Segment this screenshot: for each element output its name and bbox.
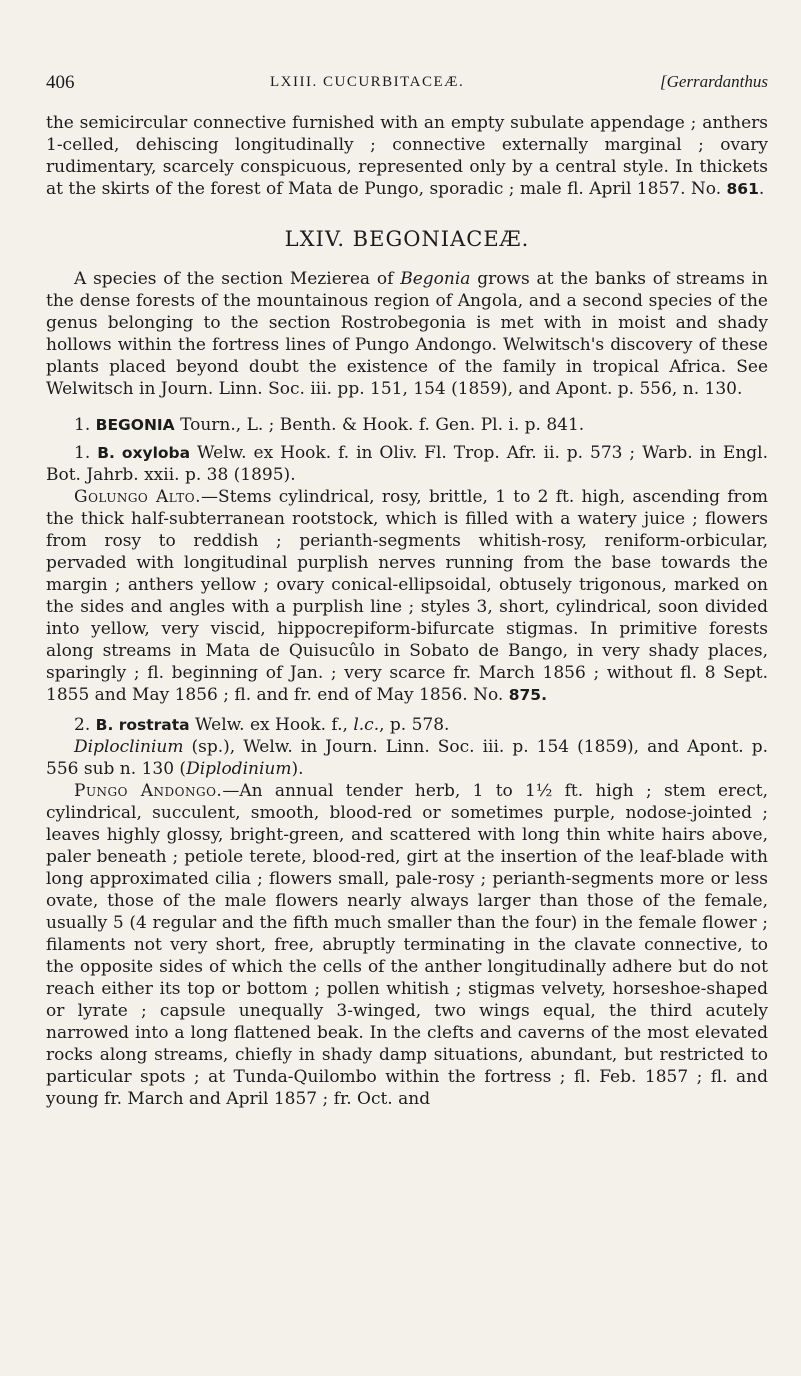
species-1-citation: Welw. ex Hook. f. in Oliv. Fl. Trop. Afr. ii. p. 573 ; Warb. in Engl. Bot. Jahrb. xxii. p. 38 (1895). (46, 443, 769, 485)
species-1-heading (46, 442, 768, 486)
species-1-name: B. oxyloba (97, 444, 191, 462)
running-title: LXIII. CUCURBITACEÆ. (270, 74, 465, 90)
family-genus: Begonia (400, 269, 471, 289)
genus-authority: Tourn., L. ; Benth. & Hook. f. Gen. Pl. i. p. 841. (174, 415, 585, 435)
species-2-citation-lc: l.c. (353, 715, 380, 735)
intro-text: the semicircular connective furnished with an empty subulate appendage ; anthers 1-celled, dehiscing longitudinally ; connective externally marginal ; ovary rudimentary, scarcely conspicuous, represented only by a central style. In thickets at the skirts of the forest of Mata de Pungo, sporadic ; male fl. April 1857. No. (46, 113, 768, 199)
species-2-citation-a: Welw. ex Hook. f., (189, 715, 354, 735)
genus-name: BEGONIA (95, 416, 175, 434)
species-2-synonym (46, 736, 768, 780)
family-text-a: A species of the section Mezierea of (74, 269, 401, 289)
species-2-synonym-genus: Diploclinium (74, 737, 184, 757)
species-1-text: —Stems cylindrical, rosy, brittle, 1 to 2 ft. high, ascending from the thick half-subterranean rootstock, which is filled with a watery juice ; flowers from rosy to reddish ; perianth-segments whitish-rosy, reniform-orbicular, pervaded with longitudinal purplish nerves running from the base towards the margin ; anthers yellow ; ovary conical-ellipsoidal, obtusely trigonous, marked on the sides and angles with a purplish line ; styles 3, short, cylindrical, soon divided into yellow, very viscid, hippocrepiform-bifurcate stigmas. In primitive forests along streams in Mata de Quisucûlo in Sobato de Bango, in very shady places, sparingly ; fl. beginning of Jan. ; very scarce fr. March 1856 ; without fl. 8 Sept. 1855 and May 1856 ; fl. and fr. end of May 1856. No. (46, 487, 768, 705)
species-2-synonym-text-a: (sp.), Welw. in Journ. Linn. Soc. iii. p. 154 (1859), and Apont. p. 556 sub n. 130 ( (46, 737, 768, 779)
running-header (46, 72, 768, 96)
species-2-citation-b: , p. 578. (379, 715, 450, 735)
species-2-description (46, 780, 768, 1110)
species-2-synonym-genus-2: Diplodinium (186, 759, 292, 779)
species-1-description (46, 486, 768, 706)
species-2-text: —An annual tender herb, 1 to 1½ ft. high ; stem erect, cylindrical, succulent, smooth, blood-red or sometimes purple, nodose-jointed ; leaves highly glossy, bright-green, and scattered with long thin white hairs above, paler beneath ; petiole terete, blood-red, girt at the insertion of the leaf-blade with long approximated cilia ; flowers small, pale-rosy ; perianth-segments more or less ovate, those of the male flowers nearly always larger than those of the female, usually 5 (4 regular and the fifth much smaller than the four) in the female flower ; filaments not very short, free, abruptly terminating in the clavate connective, to the opposite sides of which the cells of the anther longitudinally adhere but do not reach either its top or bottom ; pollen whitish ; stigmas velvety, horseshoe-shaped or lyrate ; capsule unequally 3-winged, two wings equal, the third acutely narrowed into a long flattened beak. In the clefts and caverns of the most elevated rocks along streams, chiefly in shady damp situations, abundant, but restricted to particular spots ; at Tunda-Quilombo within the fortress ; fl. Feb. 1857 ; fl. and young fr. March and April 1857 ; fr. Oct. and (46, 781, 768, 1109)
intro-paragraph: the semicircular connective furnished with an empty subulate appendage ; anthers 1-celled, dehiscing longitudinally ; connective externally marginal ; ovary rudimentary, scarcely conspicuous, represented only by a central style. In thickets at the skirts of the forest of Mata de Pungo, sporadic ; male fl. April 1857. No. 861. (46, 113, 768, 199)
genus-number: 1. (74, 415, 91, 435)
species-2-name: B. rostrata (95, 716, 190, 734)
species-1-collection-number: 875. (508, 686, 547, 704)
species-2-locality: Pungo Andongo. (74, 781, 223, 801)
page-number: 406 (46, 72, 75, 93)
species-1-locality: Golungo Alto. (74, 487, 202, 507)
species-2-number: 2. (74, 715, 91, 735)
page-content (46, 112, 768, 1118)
intro-number: 861 (726, 180, 759, 198)
species-2-heading (46, 714, 768, 736)
species-1-number: 1. (74, 443, 91, 463)
family-paragraph (46, 268, 768, 400)
family-title: LXIV. BEGONIACEÆ. (284, 227, 530, 251)
species-2-synonym-text-b: ). (291, 759, 304, 779)
running-title-right: [Gerrardanthus (660, 72, 768, 91)
family-text-b: grows at the banks of streams in the dense forests of the mountainous region of Angola, and a second species of the genus belonging to the section Rostrobegonia is met with in moist and shady hollows within the fortress lines of Pungo Andongo. Welwitsch's discovery of these plants placed beyond doubt the existence of the family in tropical Africa. See Welwitsch in Journ. Linn. Soc. iii. pp. 151, 154 (1859), and Apont. p. 556, n. 130. (46, 269, 768, 399)
genus-entry (46, 414, 768, 436)
